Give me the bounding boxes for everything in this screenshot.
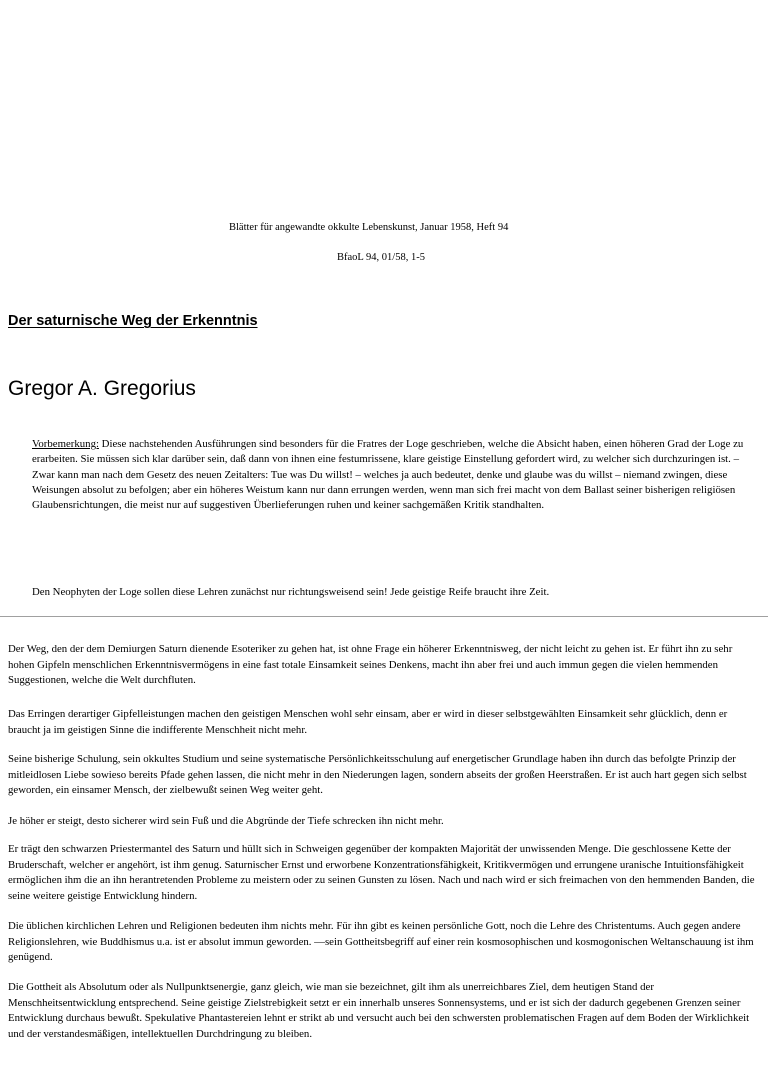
paragraph: Der Weg, den der dem Demiurgen Saturn dienende Esoteriker zu gehen hat, ist ohne Frage ein höherer Erkenntnisweg, der nicht leicht zu gehen ist. Er führt ihn zu sehr hohen Gipfeln menschlichen Erkenntnisvermögens in eine fast totale Einsamkeit seines Denkens, macht ihn aber frei und auch immun gegen die vielen hemmenden Suggestionen, welche die Welt durchfluten. [8, 643, 733, 686]
paragraph: Die Gottheit als Absolutum oder als Nullpunktsenergie, ganz gleich, wie man sie bezeichnet, gilt ihm als unerreichbares Ziel, dem heutigen Stand der Menschheitsentwicklung entsprechend. Seine geistige Zielstrebigkeit setzt er ein innerhalb unseres Sonnensystems, und er ist sich der dadurch gegebenen Grenzen seiner Entwicklung durchaus bewußt. Spekulative Phantastereien lehnt er strikt ab und versucht auch bei den schwersten problematischen Fragen auf dem Boden der Wirklichkeit und der verstandesmäßigen, intellektuellen Durchdringung zu bleiben. [8, 981, 750, 1040]
preface-label: Vorbemerkung: [32, 438, 99, 450]
paragraph: Die üblichen kirchlichen Lehren und Religionen bedeuten ihm nichts mehr. Für ihn gibt es keinen persönliche Gott, noch die Lehre des Christentums. Auch gegen andere Religionslehren, wie Buddhismus u.a. ist er absolut immun geworden. —sein Gottheitsbegriff auf einer rein kosmosophischen und kosmogonischen Weltanschauung ist ihm genügend. [8, 920, 754, 963]
preface-text: Diese nachstehenden Ausführungen sind besonders für die Fratres der Loge geschrieben, welche die Absicht haben, einen höheren Grad der Loge zu erarbeiten. Sie müssen sich klar darüber sein, daß dann von ihnen eine festumrissene, klare geistige Einstellung gefordert wird, zu welcher sich durchzuringen ist. – Zwar kann man nach dem Gesetz des neuen Zeitalters: Tue was Du willst! – welches ja auch bedeutet, denke und glaube was du willst – niemand zwingen, diese Weisungen absolut zu befolgen; aber ein höheres Weistum kann nur dann errungen werden, wenn man sich frei macht von dem Ballast seiner bisherigen religiösen Glaubensrichtungen, die meist nur auf suggestiven Überlieferungen ruhen und keiner sachgemäßen Kritik standhalten. [32, 438, 744, 512]
divider-line [0, 616, 768, 617]
author-name: Gregor A. Gregorius [8, 377, 196, 400]
paragraph: Er trägt den schwarzen Priestermantel des Saturn und hüllt sich in Schweigen gegenüber der kompakten Majorität der unwissenden Menge. Die geschlossene Kette der Bruderschaft, welcher er angehört, ist ihm genug. Saturnischer Ernst und erworbene Konzentrationsfähigkeit, Kritikvermögen und errungene uranische Intuitionsfähigkeit ermöglichen ihm die an ihn herantretenden Probleme zu meistern oder zu seinen Gunsten zu lösen. Nach und nach wird er sich freimachen von den hemmenden Banden, die seine weitere geistige Entwicklung hindern. [8, 843, 755, 902]
preface-block [32, 437, 762, 513]
paragraph: Das Erringen derartiger Gipfelleistungen machen den geistigen Menschen wohl sehr einsam, aber er wird in dieser selbstgewählten Einsamkeit sehr glücklich, denn er braucht ja im geistigen Sinne die indifferente Menschheit nicht mehr. [8, 708, 728, 736]
paragraph: Je höher er steigt, desto sicherer wird sein Fuß und die Abgründe der Tiefe schrecken ihn nicht mehr. [8, 815, 444, 827]
article-title [8, 313, 258, 329]
paragraph: Seine bisherige Schulung, sein okkultes Studium und seine systematische Persönlichkeitsschulung auf energetischer Grundlage haben ihn durch das befolgte Prinzip der mitleidlosen Liebe sowieso bereits Pfade gehen lassen, die nicht mehr in den Niederungen lagen, sondern abseits der großen Heerstraßen. Er ist auch hart gegen sich selbst geworden, ein einsamer Mensch, der zielbewußt seinen Weg weiter geht. [8, 753, 747, 796]
neophyte-note: Den Neophyten der Loge sollen diese Lehren zunächst nur richtungsweisend sein! Jede geistige Reife braucht ihre Zeit. [32, 586, 550, 598]
article-title-text: Der saturnische Weg der Erkenntnis [8, 313, 258, 329]
journal-header: Blätter für angewandte okkulte Lebenskunst, Januar 1958, Heft 94 [229, 222, 509, 233]
citation-reference: BfaoL 94, 01/58, 1-5 [337, 252, 425, 263]
